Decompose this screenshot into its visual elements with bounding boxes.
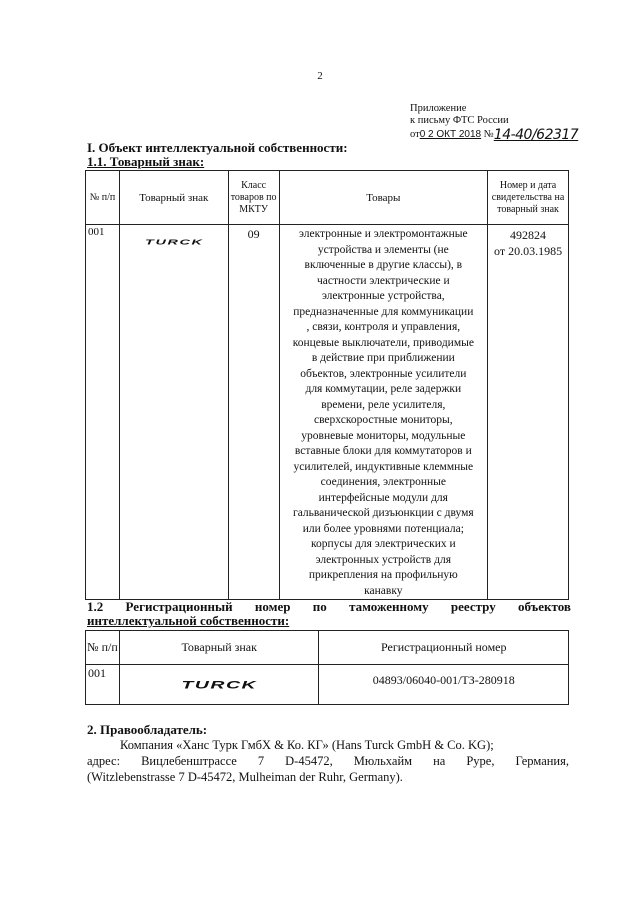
goods-line: , связи, контроля и управления, (306, 321, 461, 333)
handwritten-date: 0 2 ОКТ 2018 (419, 129, 482, 140)
section-1-2-title (87, 600, 571, 628)
section-1-2-word: Регистрационный (125, 599, 233, 614)
row-class: 09 (228, 225, 279, 600)
header-num: № п/п (86, 631, 120, 665)
registration-table (85, 630, 569, 705)
row-logo-cell (119, 665, 319, 705)
section-1-2-word: номер (254, 599, 291, 614)
table-header-row (86, 631, 569, 665)
section-1-1-title: 1.1. Товарный знак: (87, 154, 205, 169)
goods-line: сверхскоростные мониторы, (313, 414, 453, 426)
row-num: 001 (86, 665, 120, 705)
goods-line: усилителей, индуктивные клеммные (293, 460, 474, 473)
appendix-line2: к письму ФТС России (410, 115, 509, 126)
header-reg: Регистрационный номер (319, 631, 569, 665)
header-goods: Товары (279, 171, 487, 225)
section-1-title: I. Объект интеллектуальной собственности: (87, 140, 348, 155)
goods-line: интерфейсные модули для (318, 491, 448, 504)
goods-line: электронных устройств для (315, 553, 451, 566)
goods-line: предназначенные для коммуникации (293, 305, 474, 318)
table-header-row (86, 171, 569, 225)
goods-line: концевые выключатели, приводимые (292, 336, 474, 349)
appendix-reference (410, 127, 578, 141)
goods-line: устройства и элементы (не (317, 243, 449, 256)
row-reg-number: 04893/06040-001/ТЗ-280918 (319, 665, 569, 705)
goods-line: в действие при приближении (311, 352, 455, 364)
table-row (86, 665, 569, 705)
goods-line: вставные блоки для коммутаторов и (294, 445, 472, 457)
rights-holder-company: Компания «Ханс Турк ГмбХ & Ко. КГ» (Hans Turck GmbH & Co. KG); (120, 738, 494, 752)
goods-line: канавку (364, 584, 403, 597)
section-1-2-word: по (312, 599, 327, 614)
goods-line: соединения, электронные (320, 476, 446, 488)
header-mark: Товарный знак (119, 171, 228, 225)
section-1-2-word: таможенному (349, 599, 429, 614)
page-number: 2 (317, 70, 323, 82)
cert-number: 492824 (510, 228, 547, 242)
handwritten-number: 14-40/62317 (493, 127, 579, 143)
goods-line: для коммутации, реле задержки (305, 383, 462, 395)
table-row (86, 225, 569, 600)
appendix-block (410, 103, 578, 141)
section-1-2-line2: интеллектуальной собственности: (87, 613, 290, 628)
goods-line: или более уровнями потенциала; (302, 522, 464, 535)
trademark-table (85, 170, 569, 600)
section-1-2-word: 1.2 (87, 599, 104, 614)
row-num: 001 (86, 225, 120, 600)
goods-line: электронные устройства, (321, 290, 445, 302)
row-cert (488, 225, 569, 600)
header-mark: Товарный знак (119, 631, 319, 665)
turck-logo: TURCK (144, 238, 203, 246)
goods-line: времени, реле усилителя, (321, 398, 446, 411)
header-class: Класс товаров по МКТУ (228, 171, 279, 225)
section-1-2-word: объектов (517, 599, 571, 614)
rights-holder-address: адрес: Вицлебенштрассе 7 D-45472, Мюльхайм на Руре, Германия, (87, 754, 569, 768)
goods-line: уровневые мониторы, модульные (301, 429, 466, 442)
goods-line: гальванической дизъюнкции с двумя (292, 507, 474, 519)
cert-date: от 20.03.1985 (493, 244, 563, 258)
date-prefix: от (410, 129, 420, 140)
appendix-line1: Приложение (410, 103, 467, 114)
goods-line: корпусы для электрических и (310, 538, 456, 550)
section-2-title: 2. Правообладатель: (87, 722, 208, 737)
row-goods (279, 225, 487, 600)
goods-line: электронные и электромонтажные (299, 228, 468, 240)
goods-line: частности электрические и (317, 274, 450, 287)
header-num: № п/п (86, 171, 120, 225)
number-prefix: № (483, 129, 494, 140)
rights-holder-block (87, 737, 569, 785)
goods-line: включенные в другие классы), в (304, 259, 463, 271)
goods-line: прикрепления на профильную (308, 569, 458, 581)
row-logo-cell (119, 225, 228, 600)
rights-holder-address-latin: (Witzlebenstrasse 7 D-45472, Mulheiman der Ruhr, Germany). (87, 770, 403, 784)
goods-line: объектов, электронные усилители (300, 367, 467, 380)
header-cert: Номер и дата свидетельства на товарный знак (488, 171, 569, 225)
section-1-2-word: реестру (450, 599, 496, 614)
turck-logo: TURCK (181, 677, 258, 691)
